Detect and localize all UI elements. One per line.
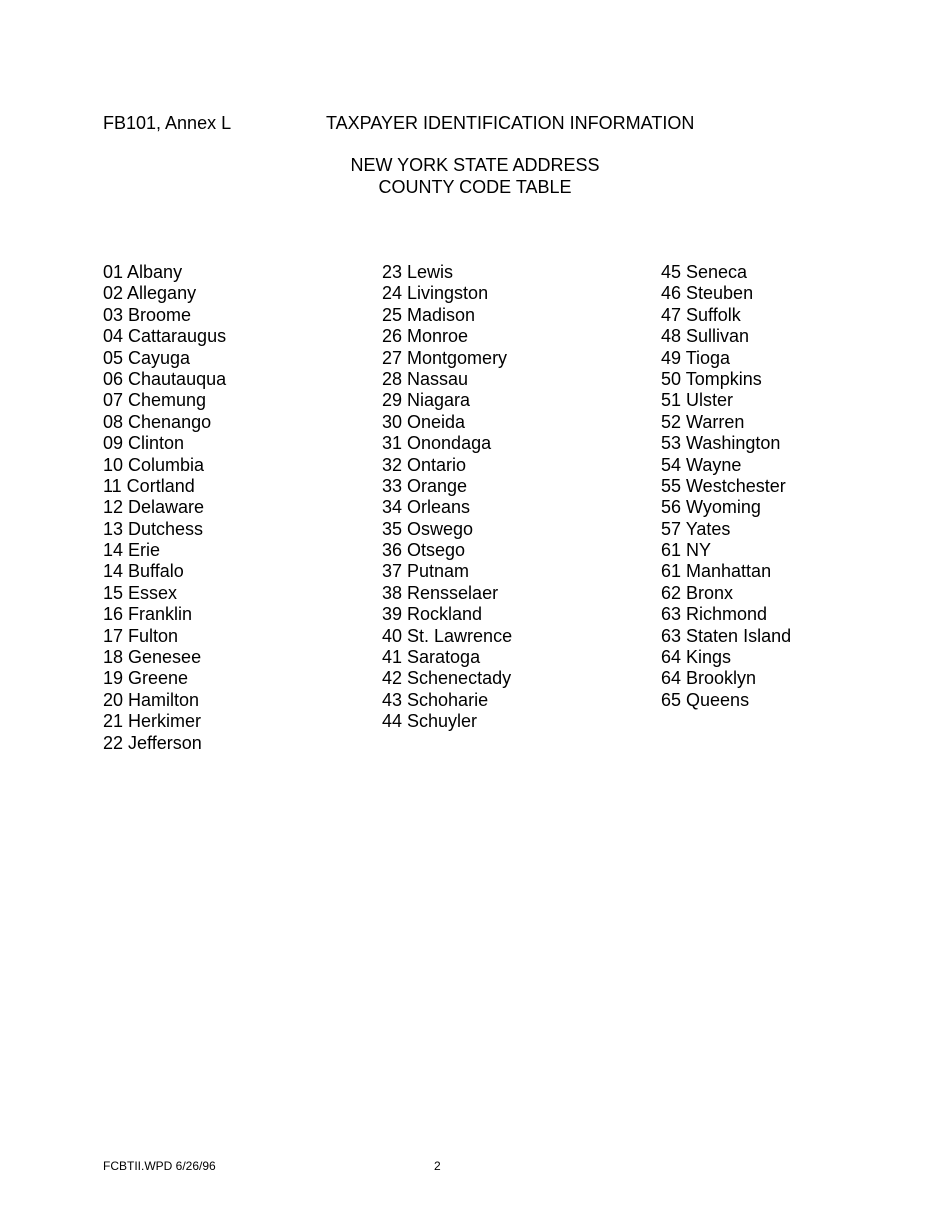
county-entry: 64 Kings	[661, 647, 732, 668]
county-entry: 53 Washington	[661, 433, 781, 454]
county-entry: 34 Orleans	[382, 497, 471, 518]
county-entry: 08 Chenango	[103, 411, 212, 432]
county-entry: 30 Oneida	[382, 411, 466, 432]
county-entry: 47 Suffolk	[661, 304, 741, 325]
county-entry: 50 Tompkins	[661, 368, 762, 389]
county-entry: 65 Queens	[661, 689, 750, 710]
county-entry: 62 Bronx	[661, 582, 734, 603]
county-entry: 16 Franklin	[103, 604, 193, 625]
county-entry: 61 Manhattan	[661, 561, 772, 582]
county-entry: 14 Erie	[103, 540, 161, 561]
county-entry: 33 Orange	[382, 475, 468, 496]
county-entry: 38 Rensselaer	[382, 582, 499, 603]
county-entry: 01 Albany	[103, 262, 183, 282]
county-column-2	[382, 262, 512, 733]
county-entry: 32 Ontario	[382, 454, 467, 475]
county-entry: 55 Westchester	[661, 475, 786, 496]
county-entry: 37 Putnam	[382, 561, 470, 582]
county-entry: 19 Greene	[103, 668, 189, 689]
county-entry: 57 Yates	[661, 518, 731, 539]
subtitle-line-2: COUNTY CODE TABLE	[378, 177, 572, 197]
county-entry: 09 Clinton	[103, 433, 185, 454]
county-entry: 48 Sullivan	[661, 326, 750, 347]
subtitle-line-1: NEW YORK STATE ADDRESS	[350, 155, 600, 175]
county-entry: 51 Ulster	[661, 390, 734, 411]
county-entry: 15 Essex	[103, 582, 178, 603]
county-entry: 29 Niagara	[382, 390, 471, 411]
county-entry: 35 Oswego	[382, 518, 474, 539]
county-entry: 54 Wayne	[661, 454, 742, 475]
county-entry: 41 Saratoga	[382, 647, 481, 668]
county-entry: 04 Cattaraugus	[103, 326, 227, 347]
county-entry: 23 Lewis	[382, 262, 454, 282]
county-entry: 56 Wyoming	[661, 497, 761, 518]
county-column-3	[661, 262, 791, 711]
footer-file-reference: FCBTII.WPD 6/26/96	[103, 1159, 216, 1173]
county-entry: 13 Dutchess	[103, 518, 204, 539]
county-entry: 46 Steuben	[661, 283, 754, 304]
page-number: 2	[434, 1159, 441, 1173]
form-reference: FB101, Annex L	[103, 113, 232, 133]
county-entry: 39 Rockland	[382, 604, 483, 625]
county-entry: 61 NY	[661, 540, 712, 561]
county-entry: 31 Onondaga	[382, 433, 492, 454]
county-entry: 17 Fulton	[103, 625, 179, 646]
county-entry: 63 Staten Island	[661, 625, 792, 646]
county-entry: 02 Allegany	[103, 283, 197, 304]
county-entry: 06 Chautauqua	[103, 368, 227, 389]
county-column-1	[103, 262, 226, 754]
county-entry: 63 Richmond	[661, 604, 768, 625]
county-entry: 14 Buffalo	[103, 561, 184, 582]
page-title: TAXPAYER IDENTIFICATION INFORMATION	[326, 113, 695, 133]
county-entry: 43 Schoharie	[382, 689, 489, 710]
county-entry: 28 Nassau	[382, 368, 469, 389]
county-entry: 10 Columbia	[103, 454, 205, 475]
county-entry: 49 Tioga	[661, 347, 731, 368]
county-entry: 18 Genesee	[103, 647, 202, 668]
county-entry: 40 St. Lawrence	[382, 625, 513, 646]
county-entry: 52 Warren	[661, 411, 745, 432]
county-entry: 36 Otsego	[382, 540, 466, 561]
county-entry: 03 Broome	[103, 304, 192, 325]
county-entry: 42 Schenectady	[382, 668, 512, 689]
county-entry: 45 Seneca	[661, 262, 748, 282]
county-entry: 07 Chemung	[103, 390, 207, 411]
county-entry: 21 Herkimer	[103, 711, 202, 732]
county-entry: 20 Hamilton	[103, 689, 200, 710]
county-entry: 27 Montgomery	[382, 347, 508, 368]
county-entry: 11 Cortland	[103, 475, 195, 496]
county-entry: 64 Brooklyn	[661, 668, 757, 689]
county-entry: 25 Madison	[382, 304, 476, 325]
county-entry: 12 Delaware	[103, 497, 205, 518]
county-entry: 24 Livingston	[382, 283, 489, 304]
county-entry: 44 Schuyler	[382, 711, 478, 732]
county-entry: 05 Cayuga	[103, 347, 191, 368]
county-entry: 22 Jefferson	[103, 732, 202, 753]
county-entry: 26 Monroe	[382, 326, 469, 347]
